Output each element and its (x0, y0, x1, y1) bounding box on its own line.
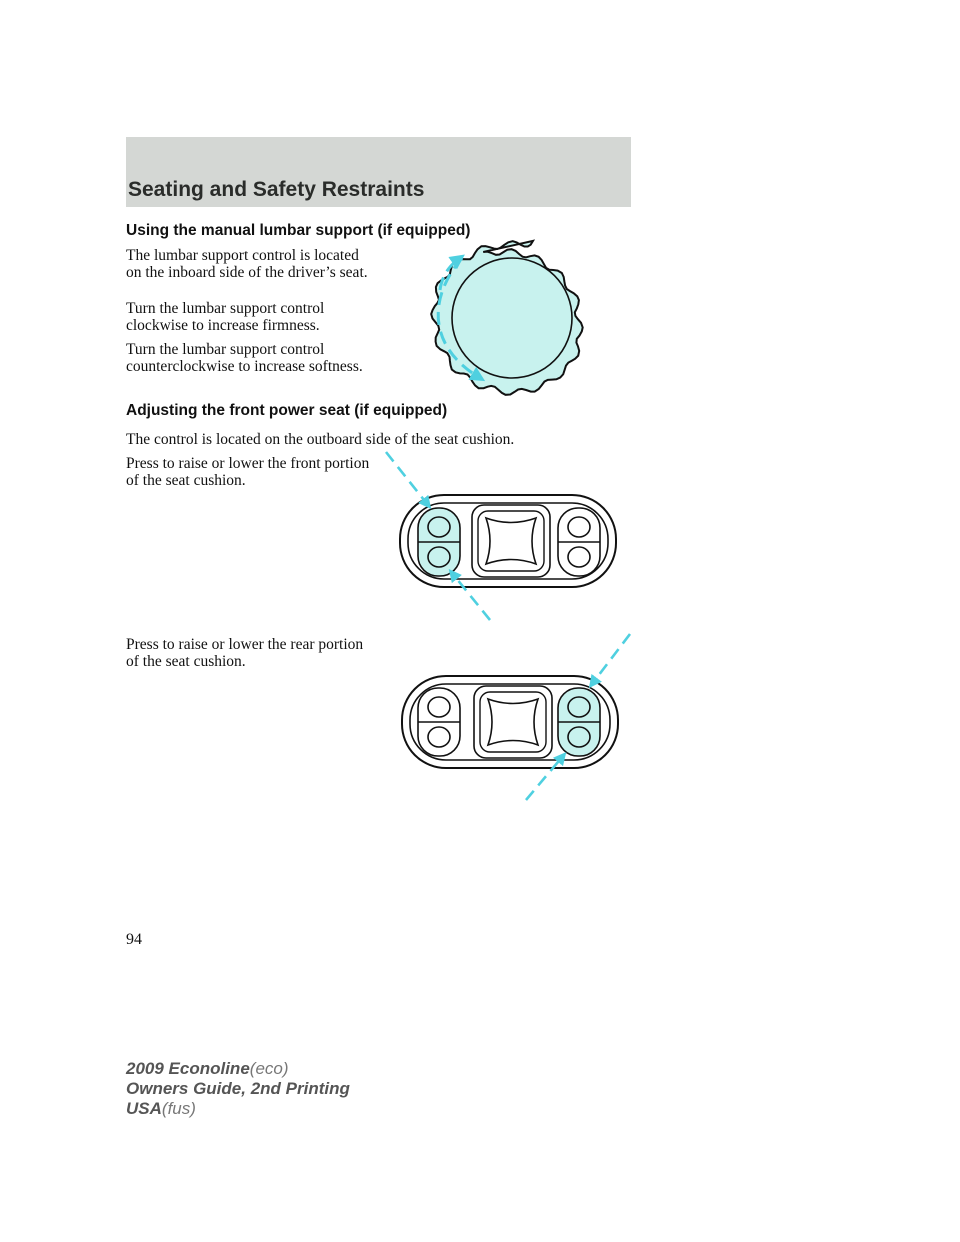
lumbar-knob-illustration (420, 240, 590, 400)
rear-cushion-control-illustration (400, 630, 635, 805)
footer-market: USA (126, 1099, 162, 1118)
lumbar-location-text: The lumbar support control is located on the inboard side of the driver’s seat. (126, 247, 368, 281)
page-number: 94 (126, 931, 142, 948)
lumbar-counterclockwise-text: Turn the lumbar support control counterclockwise to increase softness. (126, 341, 363, 375)
lumbar-heading: Using the manual lumbar support (if equipped) (126, 222, 471, 239)
document-footer (126, 1059, 350, 1119)
footer-market-code: (fus) (161, 1099, 196, 1118)
front-cushion-control-illustration (380, 450, 630, 625)
lumbar-clockwise-text: Turn the lumbar support control clockwise to increase firmness. (126, 300, 325, 334)
section-title: Seating and Safety Restraints (128, 178, 425, 201)
footer-model: 2009 Econoline (126, 1059, 250, 1078)
footer-model-code: (eco) (249, 1059, 289, 1078)
power-seat-heading: Adjusting the front power seat (if equipped) (126, 402, 448, 419)
front-cushion-text: Press to raise or lower the front portion of the seat cushion. (126, 455, 370, 489)
rear-cushion-text: Press to raise or lower the rear portion of the seat cushion. (126, 636, 364, 670)
power-seat-location-text: The control is located on the outboard side of the seat cushion. (126, 431, 515, 448)
footer-guide-edition: Owners Guide, 2nd Printing (126, 1079, 350, 1098)
